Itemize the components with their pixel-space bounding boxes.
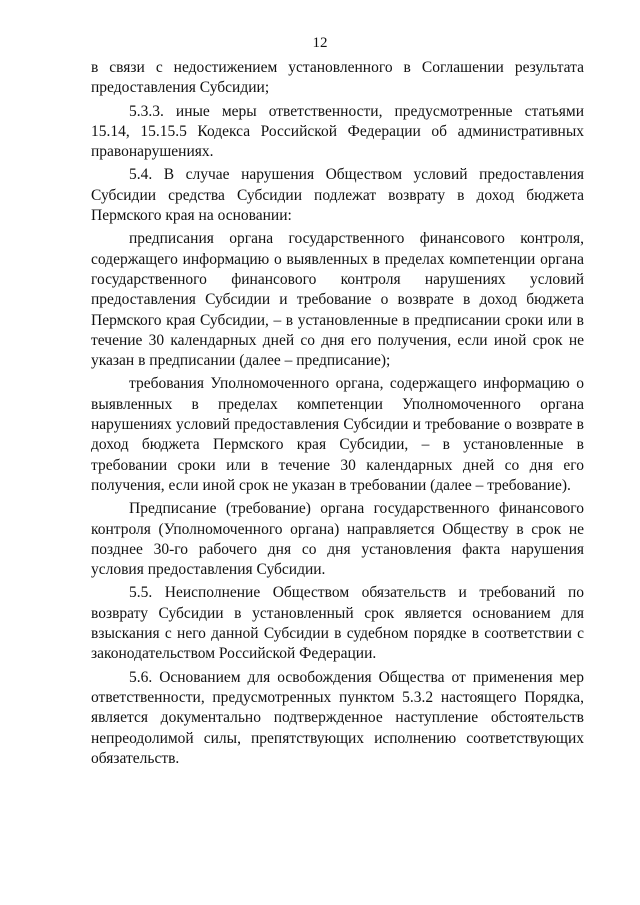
- page-number: 12: [312, 35, 328, 51]
- paragraph-continuation: в связи с недостижением установленного в Соглашении результата предоставления Субсидии;: [91, 59, 584, 97]
- paragraph-trebovanie: требования Уполномоченного органа, содержащего информацию о выявленных в пределах компетенции Уполномоченного органа нарушениях условий предоставления Субсидии и требование о возврате в доход бюджета Пермского края Субсидии, – в установленные в требовании сроки или в течение 30 календарных дней со дня его получения, если иной срок не указан в требовании (далее – требование).: [91, 375, 584, 494]
- paragraph-napravlenie: Предписание (требование) органа государственного финансового контроля (Уполномоченного органа) направляется Обществу в срок не позднее 30-го рабочего дня со дня установления факта нарушения условия предоставления Субсидии.: [91, 500, 584, 579]
- paragraph-5-6: 5.6. Основанием для освобождения Общества от применения мер ответственности, предусмотренных пунктом 5.3.2 настоящего Порядка, является документально подтвержденное наступление обстоятельств непреодолимой силы, препятствующих исполнению соответствующих обязательств.: [91, 668, 584, 767]
- document-body: [91, 58, 584, 772]
- paragraph-predpisanie: предписания органа государственного финансового контроля, содержащего информацию о выявленных в пределах компетенции органа государственного финансового контроля нарушениях условий предоставления Субсидии и требование о возврате в доход бюджета Пермского края Субсидии, – в установленные в предписании сроки или в течение 30 календарных дней со дня его получения, если иной срок не указан в предписании (далее – предписание);: [91, 230, 584, 370]
- paragraph-5-3-3: 5.3.3. иные меры ответственности, предусмотренные статьями 15.14, 15.15.5 Кодекса Российской Федерации об административных правонарушениях.: [91, 102, 584, 161]
- paragraph-5-4: 5.4. В случае нарушения Обществом условий предоставления Субсидии средства Субсидии подлежат возврату в доход бюджета Пермского края на основании:: [91, 166, 584, 225]
- paragraph-5-5: 5.5. Неисполнение Обществом обязательств и требований по возврату Субсидии в установленный срок является основанием для взыскания с него данной Субсидии в судебном порядке в соответствии с законодательством Российской Федерации.: [91, 584, 584, 663]
